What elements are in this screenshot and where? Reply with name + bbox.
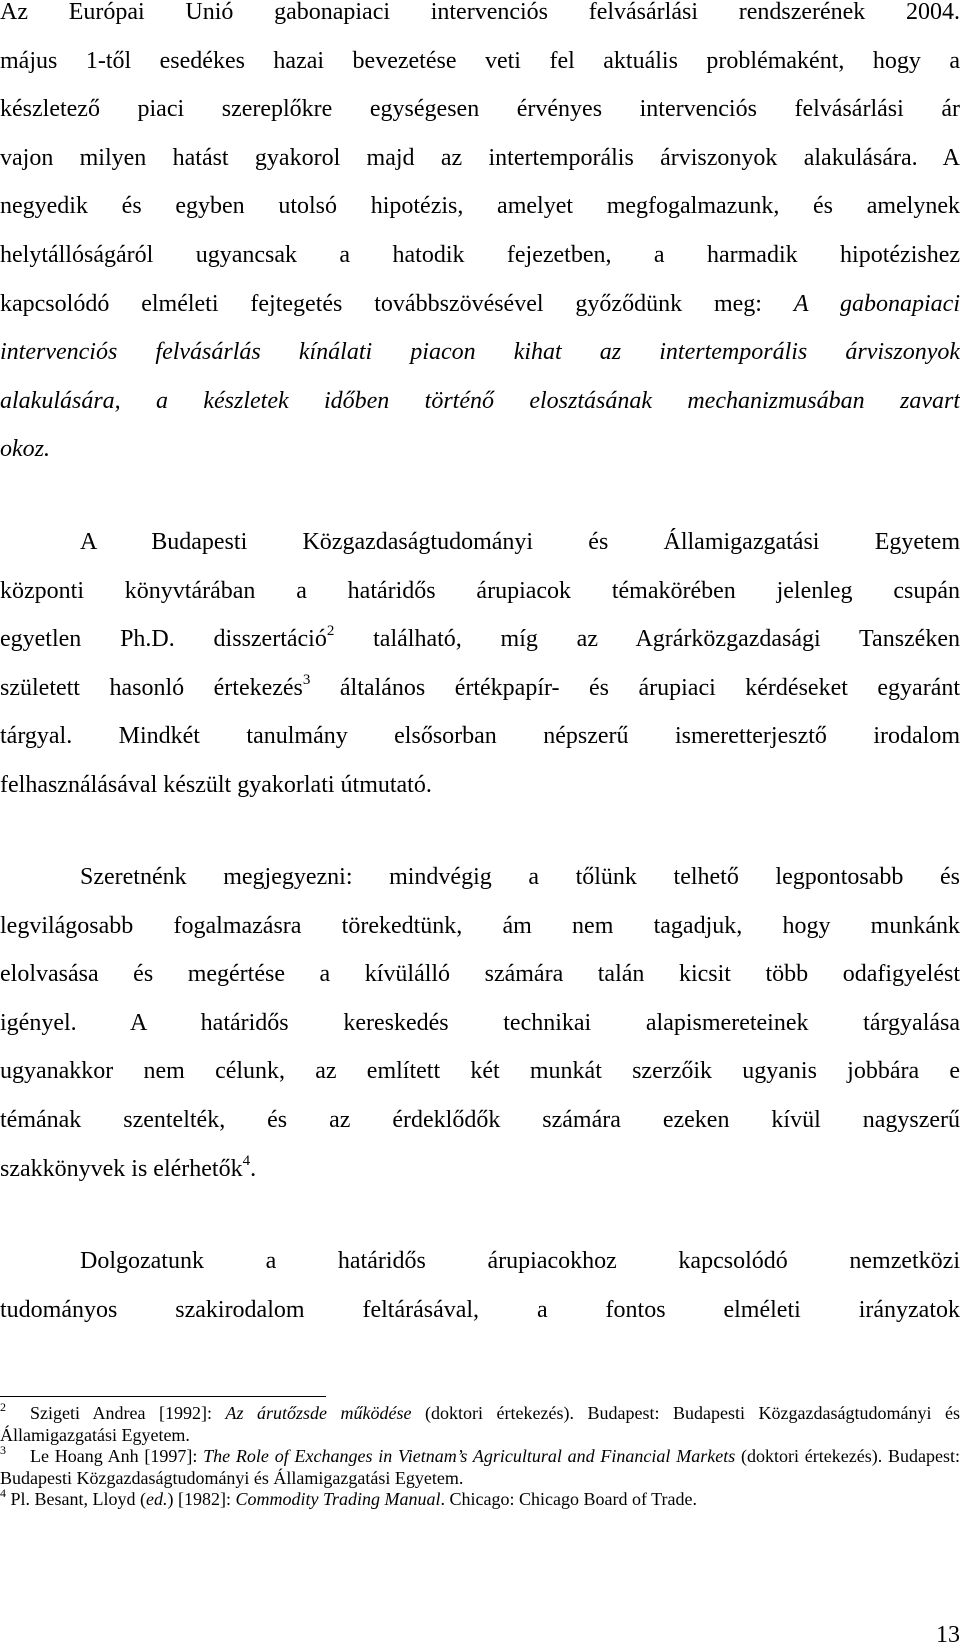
footnote-3 <box>0 1443 960 1489</box>
text-span: A Budapesti Közgazdaságtudományi és Államigazgatási Egyetem <box>80 529 960 555</box>
text-span: született hasonló értekezés <box>0 674 303 701</box>
hypothesis-italic: A gabonapiaci <box>793 290 960 317</box>
text-line: témának szentelték, és az érdeklődők számára ezeken kívül nagyszerű <box>0 1107 960 1133</box>
text-line <box>0 1145 256 1194</box>
text-line: negyedik és egyben utolsó hipotézis, amelyet megfogalmazunk, és amelynek <box>0 193 960 220</box>
text-line <box>0 1237 960 1286</box>
text-line: tárgyal. Mindkét tanulmány elsősorban népszerű ismeretterjesztő irodalom <box>0 723 960 750</box>
text-line <box>0 615 960 664</box>
footnote-number: 4 <box>0 1486 6 1501</box>
text-line: Az Európai Unió gabonapiaci intervenciós felvásárlási rendszerének 2004. <box>0 0 960 25</box>
text-line: elolvasása és megértése a kívülálló számára talán kicsit több odafigyelést <box>0 961 960 988</box>
text-span: Szeretnénk megjegyezni: mindvégig a tőlünk telhető legpontosabb és <box>80 864 960 890</box>
text-span: (doktori értekezés). Budapest: Budapesti Közgazdaságtudományi és Államigazgatási Egyetem. <box>0 1446 960 1488</box>
footnote-2 <box>0 1400 960 1446</box>
text-line: tudományos szakirodalom feltárásával, a fontos elméleti irányzatok <box>0 1296 960 1323</box>
text-line <box>0 853 960 902</box>
footnote-ref[interactable]: 4 <box>242 1152 251 1169</box>
text-span: (doktori értekezés). Budapest: Budapesti Közgazdaságtudományi és Államigazgatási Egyetem. <box>0 1403 960 1445</box>
text-line: felhasználásával készült gyakorlati útmutató. <box>0 772 432 798</box>
work-title: Az árutőzsde működése <box>225 1403 412 1423</box>
text-line <box>0 280 960 329</box>
hypothesis-italic: intervenciós felvásárlás kínálati piacon kihat az intertemporális árviszonyok <box>0 339 960 366</box>
text-line: helytállóságáról ugyancsak a hatodik fejezetben, a harmadik hipotézishez <box>0 242 960 268</box>
text-span: . Chicago: Chicago Board of Trade. <box>440 1489 697 1510</box>
text-span: egyetlen Ph.D. disszertáció <box>0 626 327 653</box>
footnote-ref[interactable]: 2 <box>326 623 335 640</box>
text-span: Dolgozatunk a határidős árupiacokhoz kapcsolódó nemzetközi <box>80 1248 960 1274</box>
work-title: The Role of Exchanges in Vietnam’s Agricultural and Financial Markets <box>203 1446 736 1467</box>
footnote-4 <box>0 1486 960 1511</box>
text-span: általános értékpapír- és árupiaci kérdéseket egyaránt <box>310 674 960 701</box>
text-span: Pl. Besant, Lloyd ( <box>10 1489 146 1510</box>
footnote-number: 3 <box>0 1443 6 1458</box>
page-number: 13 <box>936 1622 960 1648</box>
text-line: május 1-től esedékes hazai bevezetése veti fel aktuális problémaként, hogy a <box>0 47 960 74</box>
text-line: legvilágosabb fogalmazásra törekedtünk, ám nem tagadjuk, hogy munkánk <box>0 912 960 939</box>
footnote-ref[interactable]: 3 <box>302 671 311 688</box>
text-span: Le Hoang Anh [1997]: <box>30 1446 204 1467</box>
text-line <box>0 518 960 567</box>
text-span: szakkönyvek is elérhetők <box>0 1155 243 1182</box>
editor-abbr: ed. <box>146 1489 168 1510</box>
text-line <box>0 425 50 474</box>
text-line: készletező piaci szereplőkre egységesen érvényes intervenciós felvásárlási ár <box>0 96 960 123</box>
text-span: található, míg az Agrárközgazdasági Tanszéken <box>334 626 960 653</box>
text-line <box>0 377 960 426</box>
footnotes <box>0 1400 960 1511</box>
work-title: Commodity Trading Manual <box>235 1489 441 1510</box>
text-line: központi könyvtárában a határidős árupiacok témakörében jelenleg csupán <box>0 577 960 604</box>
text-span: ) [1982]: <box>167 1489 236 1510</box>
hypothesis-italic: okoz. <box>0 436 50 463</box>
text-span: kapcsolódó elméleti fejtegetés továbbszövésével győződünk meg: <box>0 290 794 317</box>
text-line: ugyanakkor nem célunk, az említett két munkát szerzőik ugyanis jobbára e <box>0 1058 960 1085</box>
text-span: Szigeti Andrea [1992]: <box>30 1403 226 1423</box>
footnote-number: 2 <box>0 1400 6 1414</box>
text-line <box>0 664 960 713</box>
hypothesis-italic: alakulására, a készletek időben történő elosztásának mechanizmusában zavart <box>0 387 960 414</box>
text-line: igényel. A határidős kereskedés technikai alapismereteinek tárgyalása <box>0 1009 960 1036</box>
text-line <box>0 328 960 377</box>
footnote-separator <box>0 1396 326 1397</box>
text-span: . <box>250 1155 257 1182</box>
text-line: vajon milyen hatást gyakorol majd az intertemporális árviszonyok alakulására. A <box>0 144 960 171</box>
